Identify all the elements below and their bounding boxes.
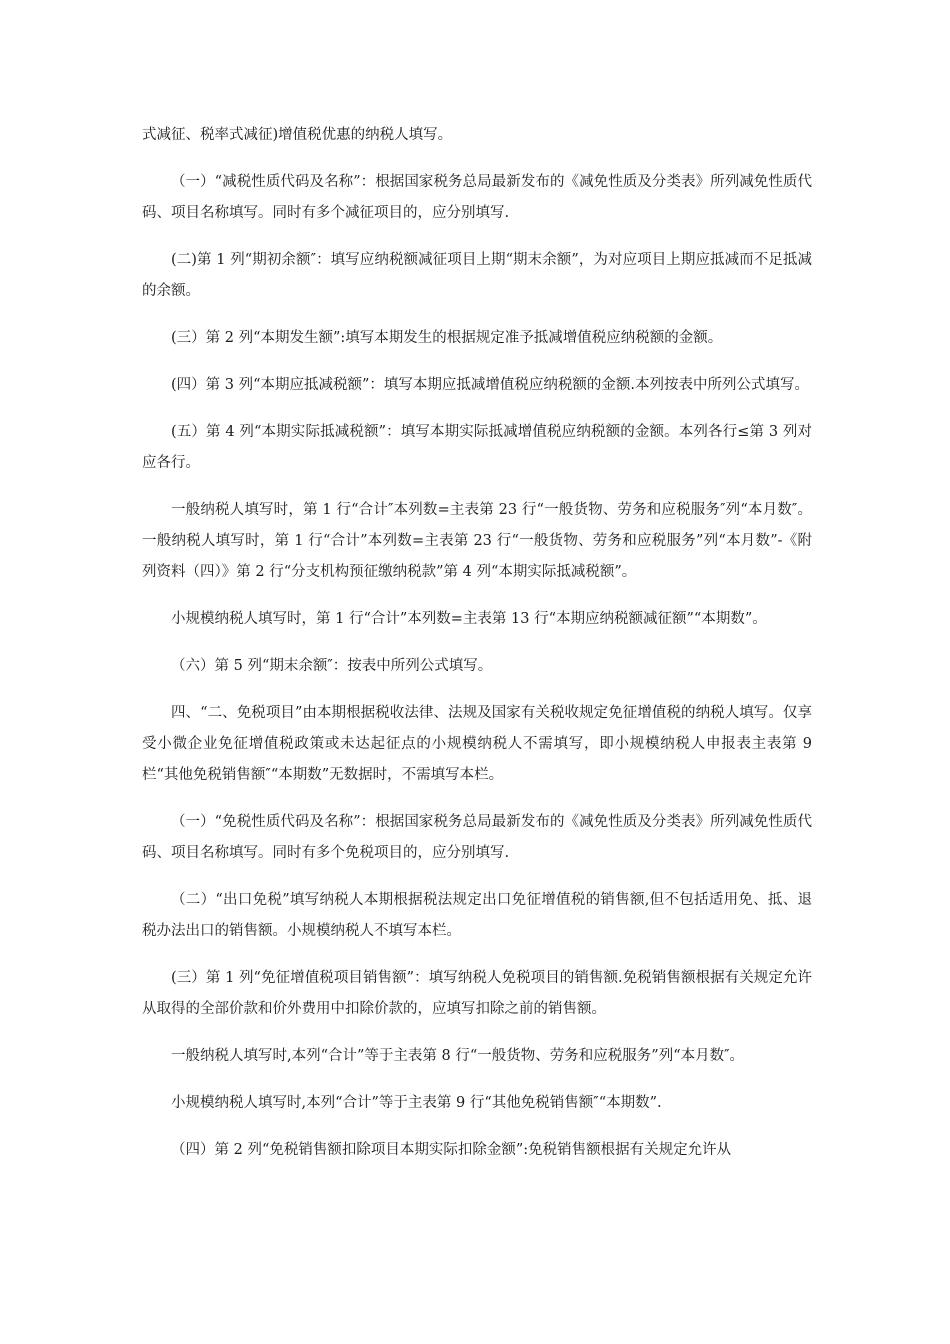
document-body — [142, 120, 812, 1182]
paragraph-section-four-exemption: 四、“二、免税项目”由本期根据税收法律、法规及国家有关税收规定免征增值税的纳税人填写。仅享受小微企业免征增值税政策或未达起征点的小规模纳税人不需填写，即小规模纳税人申报表主表第 9 栏“其他免税销售额″“本期数”无数据时，不需填写本栏。 — [142, 705, 812, 783]
paragraph-exemption-code: （一）“免税性质代码及名称”：根据国家税务总局最新发布的《减免性质及分类表》所列减免性质代码、项目名称填写。同时有多个免税项目的，应分别填写. — [142, 814, 812, 861]
paragraph-column-4-actual-deduction: (五）第 4 列“本期实际抵减税额”：填写本期实际抵减增值税应纳税额的金额。本列各行≤第 3 列对应各行。 — [142, 424, 812, 471]
paragraph-column-2-current-amount: (三）第 2 列“本期发生额”:填写本期发生的根据规定准予抵减增值税应纳税额的金额。 — [171, 330, 723, 346]
paragraph-exempt-sales-column-1: (三）第 1 列“免征增值税项目销售额”：填写纳税人免税项目的销售额.免税销售额根据有关规定允许从取得的全部价款和价外费用中扣除价款的，应填写扣除之前的销售额。 — [142, 970, 812, 1017]
paragraph-general-taxpayer-total: 一般纳税人填写时,本列“合计”等于主表第 8 行“一般货物、劳务和应税服务”列“本月数″。 — [171, 1048, 745, 1064]
paragraph-small-scale-rule: 小规模纳税人填写时，第 1 行“合计”本列数=主表第 13 行“本期应纳税额减征额”“本期数”。 — [171, 611, 767, 627]
paragraph-reduction-code: （一）“减税性质代码及名称”：根据国家税务总局最新发布的《减免性质及分类表》所列减免性质代码、项目名称填写。同时有多个减征项目的，应分别填写. — [142, 174, 812, 221]
paragraph-continuation: 式减征、税率式减征)增值税优惠的纳税人填写。 — [142, 127, 453, 143]
paragraph-general-taxpayer-rule: 一般纳税人填写时，第 1 行“合计″本列数=主表第 23 行“一般货物、劳务和应税服务″列“本月数″。一般纳税人填写时，第 1 行“合计”本列数=主表第 23 行“一般货物、劳务和应税服务”列“本月数”-《附列资料（四）》第 2 行“分支机构预征缴纳税款”第 4 列“本期实际抵减税额”。 — [142, 502, 812, 580]
paragraph-export-exemption: （二）“出口免税”填写纳税人本期根据税法规定出口免征增值税的销售额,但不包括适用免、抵、退税办法出口的销售额。小规模纳税人不填写本栏。 — [142, 892, 812, 939]
paragraph-column-3-deductible: (四）第 3 列“本期应抵减税额”：填写本期应抵减增值税应纳税额的金额.本列按表中所列公式填写。 — [171, 377, 810, 393]
paragraph-column-1-opening-balance: (二)第 1 列“期初余额″：填写应纳税额减征项目上期“期末余额”，为对应项目上期应抵减而不足抵减的余额。 — [142, 252, 812, 299]
paragraph-column-2-deduction: （四）第 2 列“免税销售额扣除项目本期实际扣除金额”:免税销售额根据有关规定允许从 — [171, 1142, 732, 1158]
paragraph-small-scale-total: 小规模纳税人填写时,本列“合计”等于主表第 9 行“其他免税销售额″“本期数”. — [171, 1095, 662, 1111]
paragraph-column-5-closing-balance: （六）第 5 列“期末余额″：按表中所列公式填写。 — [171, 658, 493, 674]
